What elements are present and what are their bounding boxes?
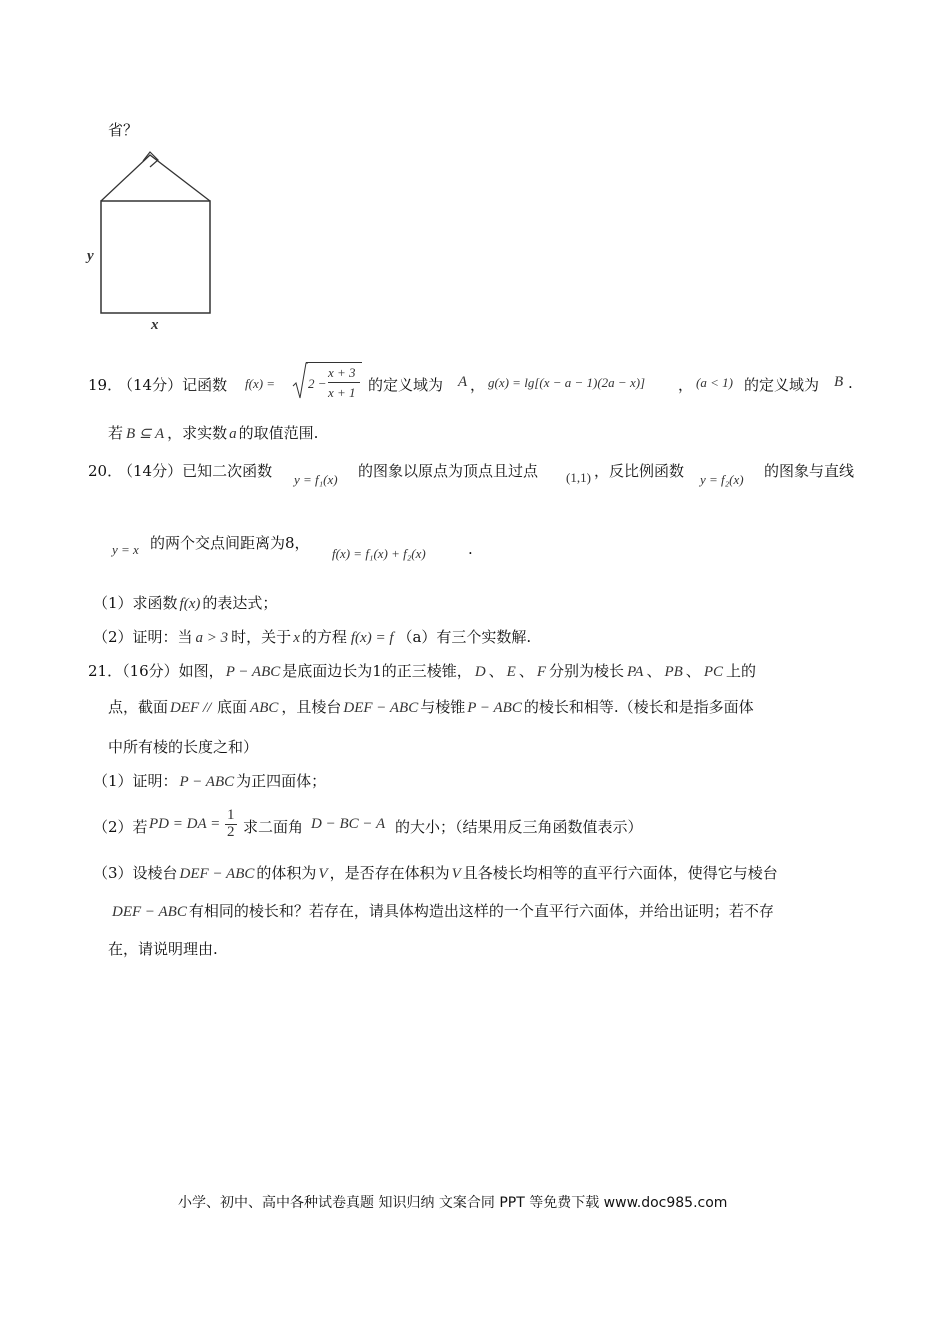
q21-l1-pabc: P − ABC [225, 664, 281, 680]
q21-p2-eq: PD = DA = [149, 816, 221, 832]
q19-l2-a: 若 [108, 424, 124, 442]
figure-label-y: y [87, 248, 94, 264]
q21-p2-frac [225, 808, 237, 841]
q21-l2-c: ，且棱台 [281, 698, 342, 716]
q19-l2-a-var: a [229, 426, 237, 442]
q21-l1-F: F [536, 664, 547, 680]
q20-p2-d: （a）有三个实数解. [397, 628, 532, 646]
q20-line2 [112, 532, 612, 568]
q21-l1-PC: PC [703, 664, 723, 680]
q21-l1-PB: PB [664, 664, 683, 680]
q19-l2-c: 的取值范围. [238, 424, 319, 442]
q20 [88, 456, 878, 496]
top-text: 省？ [108, 121, 139, 139]
q21-p3-b: 的体积为 [256, 864, 317, 882]
q20-part2 [93, 626, 531, 647]
q21-p3-V2: V [451, 866, 461, 882]
q20-number: 20． [88, 462, 123, 480]
q19-frac-den: x + 1 [328, 385, 356, 400]
q21-p2-frac-den: 2 [227, 823, 235, 840]
q19-frac-bar [328, 382, 360, 383]
q20-p2-cond: a > 3 [195, 630, 229, 646]
q21-l2-pabc: P − ABC [467, 700, 522, 716]
q20-p1-f: f(x) [179, 596, 201, 612]
q21-line2 [108, 696, 754, 717]
q21-p2-c: 的大小；（结果用反三角函数值表示） [395, 818, 643, 836]
q21-p1-pabc: P − ABC [179, 774, 235, 790]
q21-l2-def: DEF // [170, 700, 216, 716]
q20-p2-c: 的方程 [301, 628, 347, 646]
q21-p3-V: V [318, 866, 328, 882]
q21-l2-abc: ABC [250, 700, 279, 716]
q21-p3-d: 且各棱长均相等的直平行六面体，使得它与棱台 [462, 864, 778, 882]
q19-l2-expr: B ⊆ A [126, 426, 165, 442]
q21-l1-PA: PA [627, 664, 644, 680]
q20-point: (1,1) [566, 470, 591, 485]
q19-comma: ， [470, 376, 486, 394]
q21-p3-defabc: DEF − ABC [179, 866, 255, 882]
q19-fx: f(x) = [245, 376, 276, 391]
q21-p2-a: （2）若 [93, 818, 148, 836]
q20-t1: 的图象以原点为顶点且过点 [358, 462, 539, 480]
q20-p2-x: x [293, 630, 300, 646]
q19-comma2: ， [678, 376, 694, 394]
q21-line1 [88, 660, 756, 681]
house-figure [84, 148, 224, 334]
q21-p3-l2: 有相同的棱长和？若存在，请具体构造出这样的一个直平行六面体，并给出证明；若不存 [188, 902, 774, 920]
q21-l1-E: E [506, 664, 516, 680]
q21-number: 21． [88, 662, 123, 680]
q19-two-minus: 2 − [308, 376, 327, 391]
q20-part1 [93, 592, 277, 613]
q21-l2-e: 的棱长和相等.（棱长和是指多面体 [523, 698, 754, 716]
q19-t2: 的定义域为 [744, 376, 820, 394]
q20-f1: y = f₁(x) [294, 472, 338, 487]
footer-text: 小学、初中、高中各种试卷真题 知识归纳 文案合同 PPT 等免费下载 www.doc985.com [178, 1195, 728, 1211]
q20-p2-eq: f(x) = f [350, 630, 394, 646]
q20-t5: . [468, 540, 473, 558]
q20-p1-a: （1）求函数 [93, 594, 178, 612]
q20-fsum: f(x) = f₁(x) + f₂(x) [332, 546, 426, 561]
q21-part3-line3: 在，请说明理由. [108, 940, 218, 958]
q19-gx: g(x) = lg[(x − a − 1)(2a − x)] [488, 375, 646, 390]
q20-f2: y = f₂(x) [700, 472, 744, 487]
q21-l1-c: 分别为棱长 [549, 662, 625, 680]
q21-l2-defabc: DEF − ABC [343, 700, 419, 716]
q21-l1-D: D [474, 664, 486, 680]
q21-sep: 、 [646, 662, 662, 680]
q20-p2-b: 时，关于 [231, 628, 292, 646]
q21-l1-b: 是底面边长为1的正三棱锥， [282, 662, 472, 680]
q21-l2-d: 与棱锥 [420, 698, 466, 716]
q19-A: A [458, 374, 468, 390]
q20-p1-b: 的表达式； [202, 594, 278, 612]
q21-l2-b: 底面 [217, 698, 248, 716]
q20-score: （14分）已知二次函数 [118, 462, 273, 480]
q21-p3-l2-defabc: DEF − ABC [112, 904, 187, 920]
q19-number: 19． [88, 376, 123, 394]
q21-sep: 、 [518, 662, 534, 680]
q20-yx: y = x [112, 542, 139, 557]
q21-p1-a: （1）证明： [93, 772, 178, 790]
q21-p3-c: ，是否存在体积为 [329, 864, 450, 882]
q21-sep: 、 [488, 662, 504, 680]
q21-line3: 中所有棱的长度之和） [108, 738, 259, 756]
q21-p2-b: 求二面角 [243, 818, 304, 836]
q19-period: . [848, 374, 853, 392]
q19-radicand [306, 362, 362, 401]
q19-line2 [108, 422, 318, 443]
q20-p2-a: （2）证明：当 [93, 628, 193, 646]
q21-l1-a: （16分）如图， [122, 662, 224, 680]
q21-p3-a: （3）设棱台 [93, 864, 178, 882]
q20-t3: 的图象与直线 [764, 462, 855, 480]
q21-sep: 、 [685, 662, 701, 680]
q19-frac-num: x + 3 [328, 365, 356, 380]
q21-p1-b: 为正四面体； [236, 772, 327, 790]
figure-label-x: x [151, 317, 159, 333]
q20-t2: ，反比例函数 [594, 462, 685, 480]
q19-score: （14分）记函数 [118, 376, 228, 394]
q19-l2-b: ，求实数 [167, 424, 228, 442]
q21-l1-d: 上的 [725, 662, 756, 680]
q21-l2-a: 点，截面 [108, 698, 169, 716]
q21-p2-frac-num: 1 [227, 807, 235, 823]
q19-B: B [834, 374, 844, 390]
q21-p2-angle: D − BC − A [311, 816, 386, 832]
q19-t1: 的定义域为 [368, 376, 444, 394]
q21-part3 [93, 862, 778, 883]
q21-part3-line2 [112, 900, 774, 921]
q19-cond: (a < 1) [696, 375, 733, 390]
q21-part1 [93, 770, 326, 791]
q20-t4: 的两个交点间距离为8， [150, 534, 310, 552]
